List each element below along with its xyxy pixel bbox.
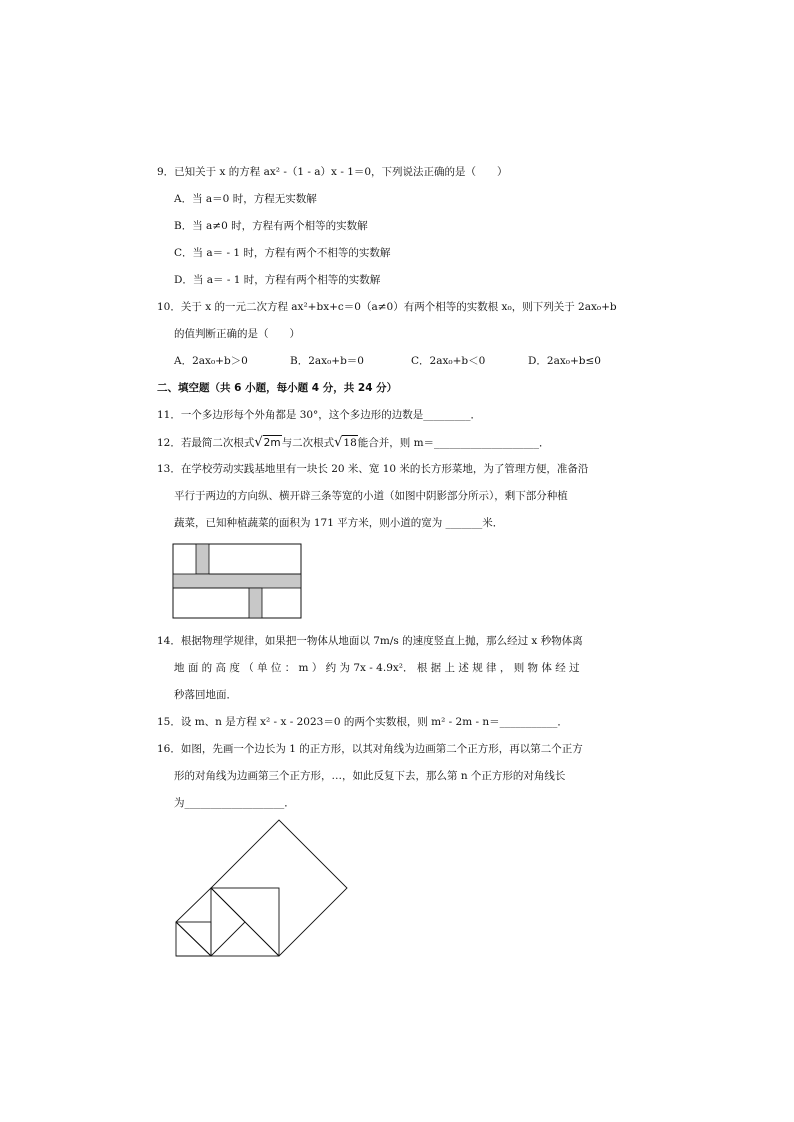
q13-line2: 平行于两边的方向纵、横开辟三条等宽的小道（如图中阴影部分所示），剩下部分种植 bbox=[174, 490, 568, 502]
q16-line2: 形的对角线为边画第三个正方形，…，如此反复下去，那么第 n 个正方形的对角线长 bbox=[174, 770, 566, 782]
q9-option-a: A．当 a＝0 时，方程无实数解 bbox=[174, 193, 317, 205]
radicand-18: 18 bbox=[343, 437, 357, 449]
q12 bbox=[157, 435, 550, 450]
q9-option-b: B．当 a≠0 时，方程有两个相等的实数解 bbox=[174, 220, 368, 232]
nested-squares-figure bbox=[170, 816, 355, 962]
sqrt-2m bbox=[254, 435, 281, 450]
q16-line1: 16．如图，先画一个边长为 1 的正方形，以其对角线为边画第二个正方形，再以第二个正方 bbox=[157, 743, 583, 755]
q9-stem: 9．已知关于 x 的方程 ax² -（1 - a）x - 1＝0，下列说法正确的是（ ） bbox=[157, 166, 508, 178]
vertical-path-bottom bbox=[249, 588, 262, 618]
sqrt-18 bbox=[334, 435, 358, 450]
q9-option-c: C．当 a＝ - 1 时，方程有两个不相等的实数解 bbox=[174, 247, 391, 259]
radical-sign-icon: √ bbox=[254, 435, 263, 450]
radicand-2m: 2m bbox=[263, 437, 281, 449]
q12-middle: 与二次根式 bbox=[281, 436, 335, 449]
section-heading-fill-in: 二、填空题（共 6 小题，每小题 4 分，共 24 分） bbox=[157, 382, 398, 394]
garden-path-figure bbox=[172, 543, 304, 621]
q9-option-d: D．当 a＝ - 1 时，方程有两个相等的实数解 bbox=[174, 274, 381, 286]
q10-option-b: B．2ax₀+b＝0 bbox=[290, 355, 364, 367]
radical-sign-icon: √ bbox=[334, 435, 343, 450]
q10-stem-line2: 的值判断正确的是（ ） bbox=[174, 328, 300, 340]
q13-line3: 蔬菜，已知种植蔬菜的面积为 171 平方米，则小道的宽为 _______米． bbox=[174, 517, 504, 529]
q15: 15．设 m、n 是方程 x² - x - 2023＝0 的两个实数根，则 m² - 2m - n＝___________． bbox=[157, 716, 568, 728]
q11: 11．一个多边形每个外角都是 30°，这个多边形的边数是_________． bbox=[157, 409, 482, 421]
q14-line2: 地 面 的 高 度 （ 单 位 ： m ） 约 为 7x - 4.9x²． 根 据 上 述 规 律 ， 则 物 体 经 过 bbox=[174, 662, 580, 674]
q10-option-a: A．2ax₀+b＞0 bbox=[174, 355, 248, 367]
q10-stem-line1: 10．关于 x 的一元二次方程 ax²+bx+c＝0（a≠0）有两个相等的实数根 x₀，则下列关于 2ax₀+b bbox=[157, 301, 617, 313]
q10-option-d: D．2ax₀+b≤0 bbox=[528, 355, 601, 367]
q10-option-c: C．2ax₀+b＜0 bbox=[411, 355, 486, 367]
q14-line3: 秒落回地面． bbox=[174, 689, 237, 701]
horizontal-path bbox=[173, 574, 301, 588]
q12-suffix: 能合并，则 m＝____________________． bbox=[357, 436, 550, 449]
q14-line1: 14．根据物理学规律，如果把一物体从地面以 7m/s 的速度竖直上抛，那么经过 x 秒物体离 bbox=[157, 635, 583, 647]
q16-line3: 为___________________． bbox=[174, 797, 295, 809]
q12-prefix: 12．若最简二次根式 bbox=[157, 436, 255, 449]
q13-line1: 13．在学校劳动实践基地里有一块长 20 米、宽 10 米的长方形菜地，为了管理方便，准备沿 bbox=[157, 463, 589, 475]
vertical-path-top bbox=[196, 544, 209, 574]
